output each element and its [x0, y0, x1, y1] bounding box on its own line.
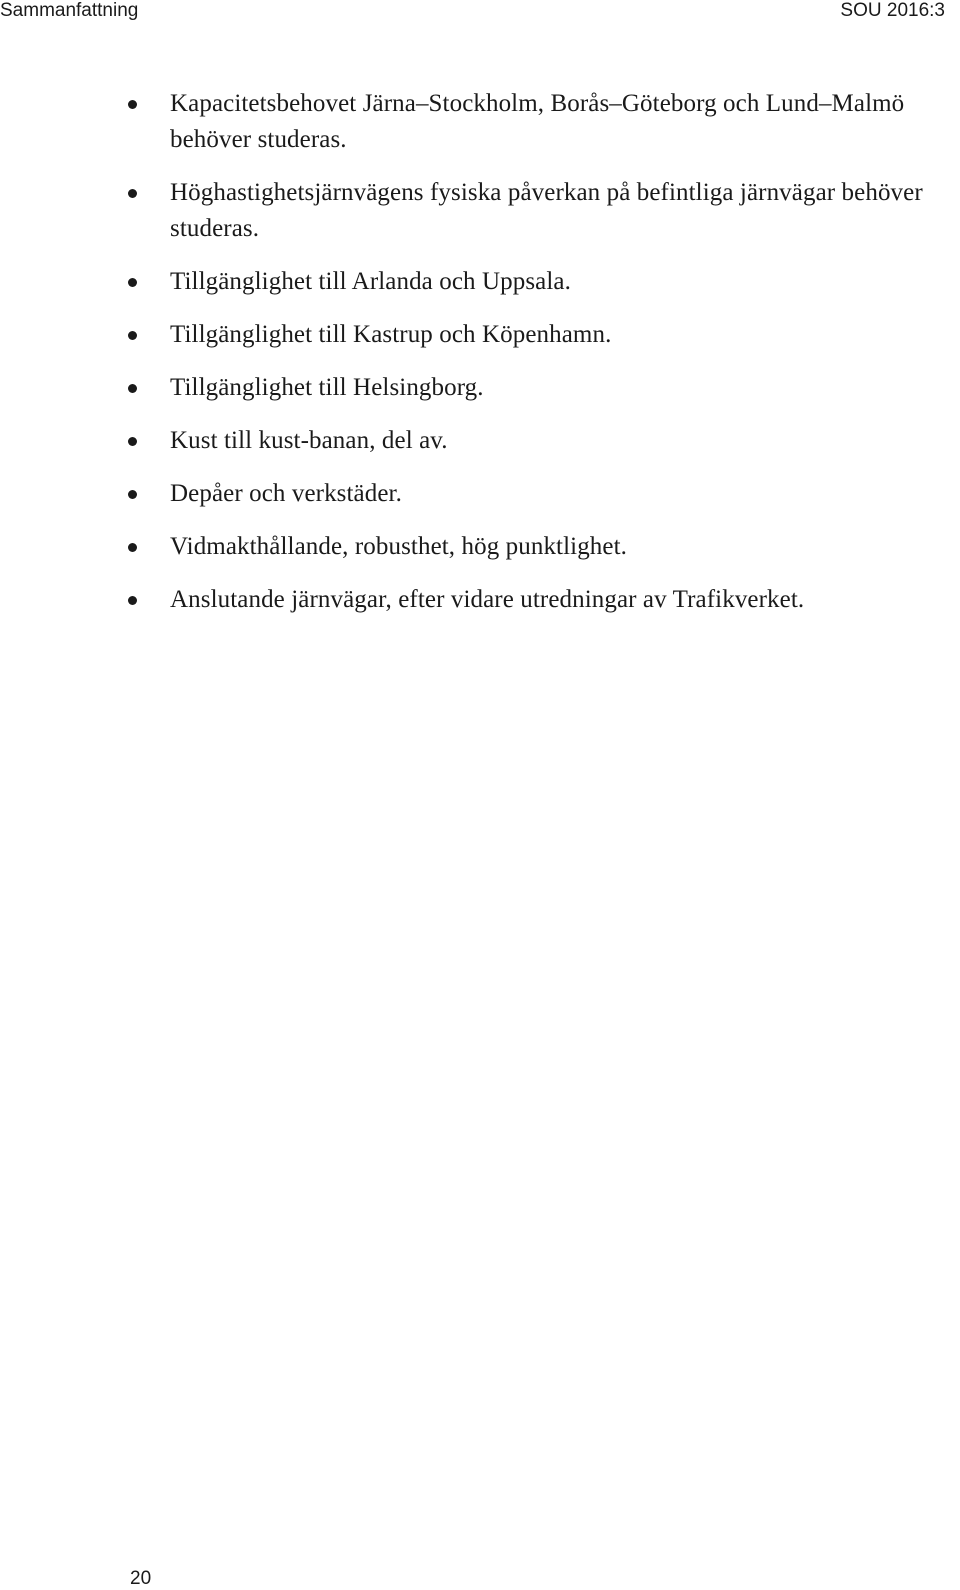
list-item [0, 175, 960, 247]
bullet-icon [128, 384, 137, 393]
list-item [0, 476, 960, 512]
list-item-text: Kapacitetsbehovet Järna–Stockholm, Borås–Göteborg och Lund–Malmö behöver studeras. [170, 90, 905, 153]
page-number: 20 [130, 1568, 152, 1589]
bullet-icon [128, 100, 137, 109]
bullet-icon [128, 189, 137, 198]
bullet-list [0, 86, 960, 635]
list-item [0, 264, 960, 300]
list-item-text: Depåer och verkstäder. [170, 480, 402, 507]
list-item [0, 423, 960, 459]
list-item-text: Vidmakthållande, robusthet, hög punktlighet. [170, 533, 627, 560]
bullet-icon [128, 278, 137, 287]
bullet-icon [128, 437, 137, 446]
bullet-icon [128, 596, 137, 605]
bullet-icon [128, 490, 137, 499]
list-item-text: Anslutande järnvägar, efter vidare utredningar av Trafikverket. [170, 586, 805, 613]
list-item [0, 582, 960, 618]
bullet-icon [128, 543, 137, 552]
list-item [0, 370, 960, 406]
list-item-text: Tillgänglighet till Helsingborg. [170, 374, 484, 401]
list-item-text: Tillgänglighet till Arlanda och Uppsala. [170, 268, 571, 295]
bullet-icon [128, 331, 137, 340]
list-item-text: Tillgänglighet till Kastrup och Köpenhamn. [170, 321, 612, 348]
list-item-text: Höghastighetsjärnvägens fysiska påverkan på befintliga järnvägar behöver studeras. [170, 179, 923, 242]
list-item [0, 86, 960, 158]
list-item [0, 529, 960, 565]
running-header-doc-id: SOU 2016:3 [840, 0, 945, 21]
list-item-text: Kust till kust-banan, del av. [170, 427, 448, 454]
list-item [0, 317, 960, 353]
running-header-section: Sammanfattning [0, 0, 139, 21]
